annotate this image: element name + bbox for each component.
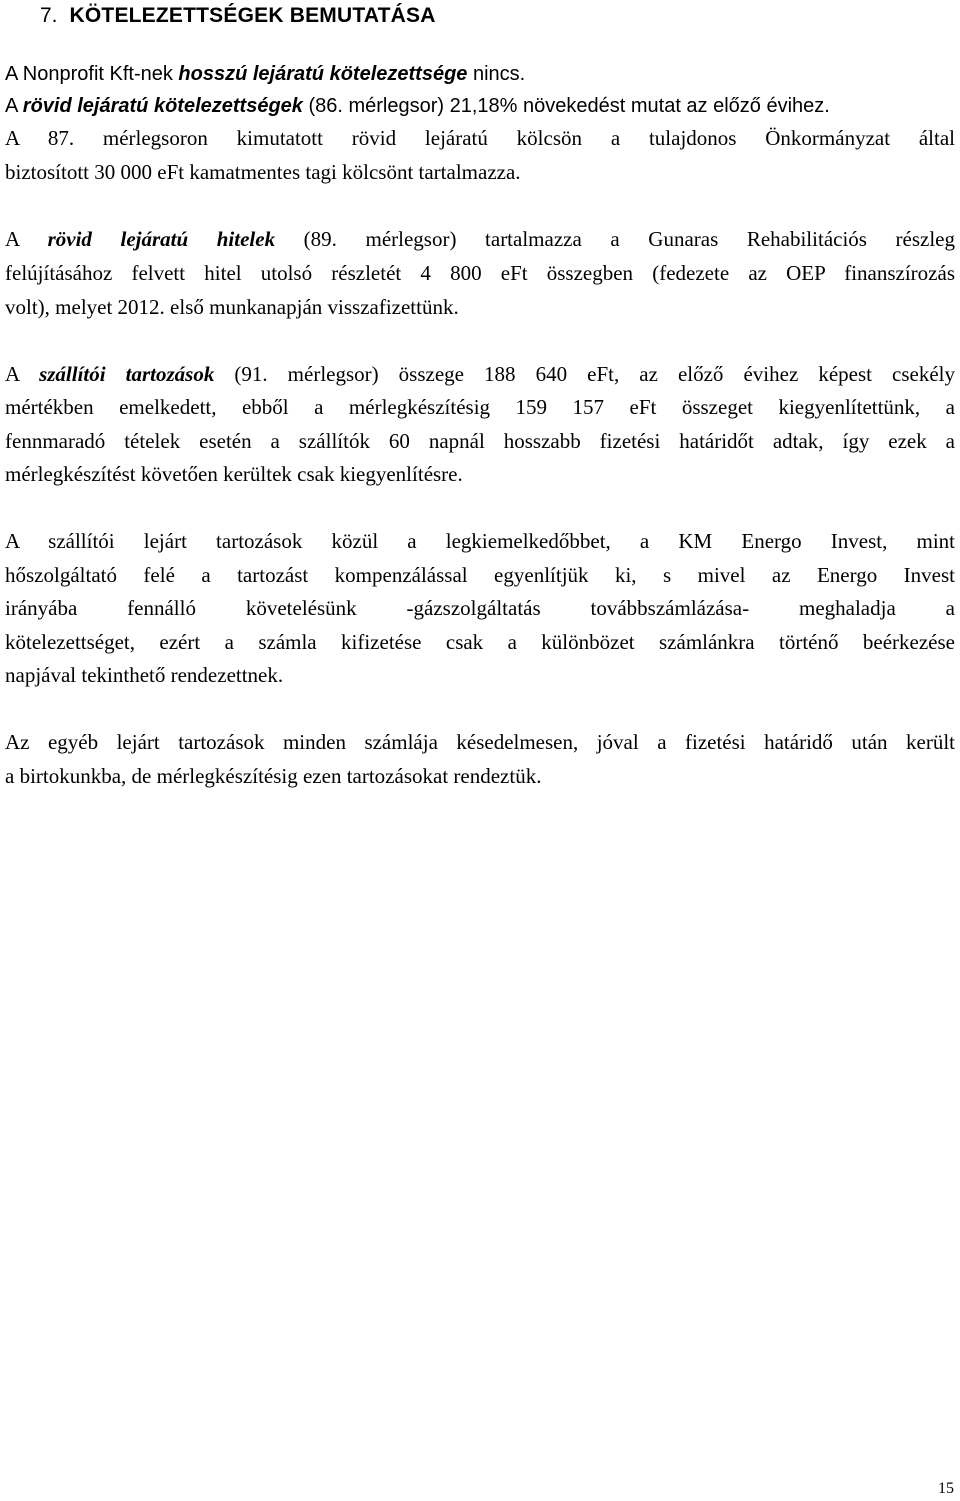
text-run: nincs. — [467, 63, 526, 85]
paragraph-4-line-4: kötelezettséget, ezért a számla kifizetése csak a különbözet számlánkra történő beérkezése — [5, 630, 955, 654]
paragraph-1-line-2 — [5, 92, 955, 120]
paragraph-4-line-2: hőszolgáltató felé a tartozást kompenzálással egyenlítjük ki, s mivel az Energo Invest — [5, 563, 955, 587]
paragraph-1-line-3: A 87. mérlegsoron kimutatott rövid lejáratú kölcsön a tulajdonos Önkormányzat által — [5, 126, 955, 150]
paragraph-3-line-3: fennmaradó tételek esetén a szállítók 60 napnál hosszabb fizetési határidőt adtak, így ezek a — [5, 429, 955, 453]
paragraph-2-line-2: felújításához felvett hitel utolsó részletét 4 800 eFt összegben (fedezete az OEP finanszírozás — [5, 261, 955, 285]
text-run: (89. mérlegsor) tartalmazza a Gunaras Rehabilitációs részleg — [275, 227, 956, 251]
paragraph-2-line-3: volt), melyet 2012. első munkanapján visszafizettünk. — [5, 295, 459, 319]
paragraph-2-line-1 — [5, 225, 955, 253]
emphasis-long-term-liabilities: hosszú lejáratú kötelezettsége — [178, 63, 468, 85]
text-run: A — [5, 95, 23, 117]
paragraph-1-line-1 — [5, 60, 955, 88]
emphasis-short-term-liabilities: rövid lejáratú kötelezettségek — [22, 95, 303, 117]
paragraph-3-line-4: mérlegkészítést követően kerültek csak kiegyenlítésre. — [5, 462, 463, 486]
paragraph-3-line-2: mértékben emelkedett, ebből a mérlegkészítésig 159 157 eFt összeget kiegyenlítettünk, a — [5, 395, 955, 419]
text-run: A — [5, 362, 40, 386]
emphasis-short-term-loans: rövid lejáratú hitelek — [47, 227, 276, 251]
section-heading — [40, 2, 436, 30]
text-run: A Nonprofit Kft-nek — [5, 63, 179, 85]
text-run: A — [5, 227, 48, 251]
page-number: 15 — [938, 1480, 954, 1497]
paragraph-4-line-1: A szállítói lejárt tartozások közül a legkiemelkedőbbet, a KM Energo Invest, mint — [5, 529, 955, 553]
section-number: 7. — [40, 4, 58, 27]
paragraph-5-line-1: Az egyéb lejárt tartozások minden számlája késedelmesen, jóval a fizetési határidő után került — [5, 730, 955, 754]
paragraph-4-line-3: irányába fennálló követelésünk -gázszolgáltatás továbbszámlázása- meghaladja a — [5, 596, 955, 620]
paragraph-3-line-1 — [5, 360, 955, 388]
paragraph-4-line-5: napjával tekinthető rendezettnek. — [5, 663, 284, 687]
paragraph-1-line-4: biztosított 30 000 eFt kamatmentes tagi kölcsönt tartalmazza. — [5, 160, 521, 184]
section-title: KÖTELEZETTSÉGEK BEMUTATÁSA — [69, 4, 436, 27]
emphasis-supplier-debts: szállítói tartozások — [39, 362, 215, 386]
text-run: (86. mérlegsor) 21,18% növekedést mutat az előző évihez. — [302, 95, 830, 117]
paragraph-5-line-2: a birtokunkba, de mérlegkészítésig ezen tartozásokat rendeztük. — [5, 764, 542, 788]
text-run: (91. mérlegsor) összege 188 640 eFt, az előző évihez képest csekély — [214, 362, 955, 386]
